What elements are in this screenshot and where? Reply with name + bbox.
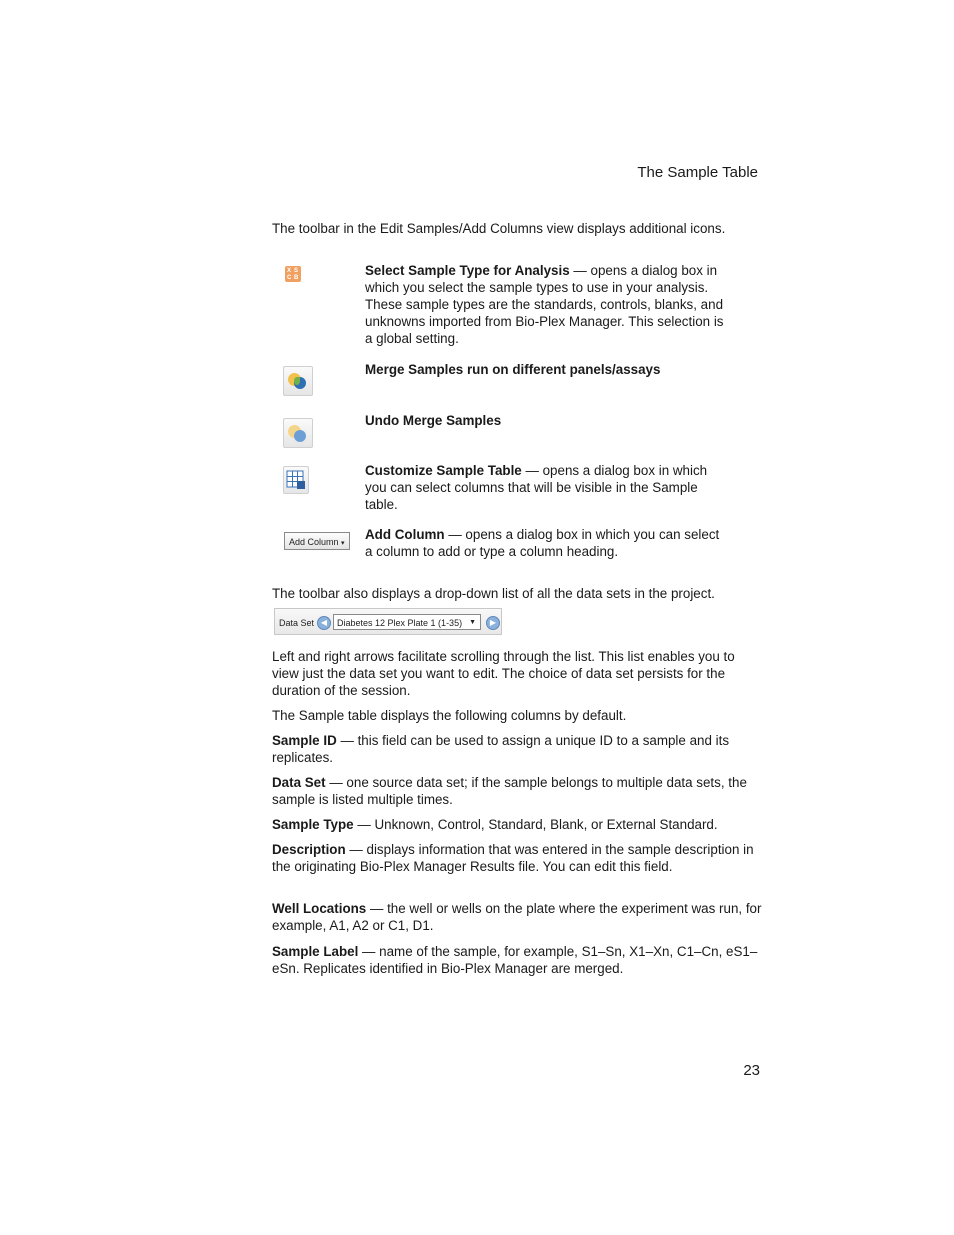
left-arrow-icon[interactable]: ◀: [317, 616, 331, 630]
intro-paragraph: The toolbar in the Edit Samples/Add Columns view displays additional icons.: [272, 221, 726, 236]
column-sample-id: Sample ID — this field can be used to assign a unique ID to a sample and its replicates.: [272, 733, 730, 765]
merge-samples-icon[interactable]: [283, 366, 313, 396]
icon-description: Customize Sample Table — opens a dialog box in which you can select columns that will be visible in the Sample table.: [365, 463, 708, 512]
column-data-set: Data Set — one source data set; if the sample belongs to multiple data sets, the sample is listed multiple times.: [272, 775, 747, 807]
dropdown-paragraph: The toolbar also displays a drop-down list of all the data sets in the project.: [272, 586, 715, 601]
icon-description: Merge Samples run on different panels/assays: [365, 362, 661, 377]
page-number: 23: [743, 1062, 760, 1079]
columns-intro: The Sample table displays the following columns by default.: [272, 708, 627, 723]
column-well-locations: Well Locations — the well or wells on the plate where the experiment was run, for example, A1, A2 or C1, D1.: [272, 901, 762, 933]
chevron-down-icon: ▼: [469, 619, 476, 626]
icon-description: Add Column — opens a dialog box in which you can select a column to add or type a column heading.: [365, 527, 720, 559]
column-description: Description — displays information that was entered in the sample description in the originating Bio-Plex Manager Results file. You can edit this field.: [272, 842, 754, 874]
select-sample-type-icon[interactable]: X S C B: [285, 266, 301, 282]
dataset-select[interactable]: Diabetes 12 Plex Plate 1 (1-35) ▼: [333, 614, 481, 630]
chevron-down-icon: ▾: [341, 540, 345, 547]
column-sample-label: Sample Label — name of the sample, for example, S1–Sn, X1–Xn, C1–Cn, eS1–eSn. Replicates identified in Bio-Plex Manager are merged.: [272, 944, 758, 976]
add-column-button[interactable]: Add Column ▾: [284, 532, 350, 550]
page-header: The Sample Table: [637, 164, 758, 181]
icon-description: Select Sample Type for Analysis — opens a dialog box in which you select the sample types to use in your analysis. These sample types are the standards, controls, blanks, and unknowns imported from Bio-Plex Manager. This selection is a global setting.: [365, 263, 724, 346]
dataset-label: Data Set: [279, 618, 315, 628]
undo-merge-icon[interactable]: [283, 418, 313, 448]
column-sample-type: Sample Type — Unknown, Control, Standard, Blank, or External Standard.: [272, 817, 718, 832]
icon-description: Undo Merge Samples: [365, 413, 502, 428]
arrows-paragraph: Left and right arrows facilitate scrolling through the list. This list enables you to view just the data set you want to edit. The choice of data set persists for the duration of the session.: [272, 649, 735, 698]
right-arrow-icon[interactable]: ▶: [486, 616, 500, 630]
customize-table-icon[interactable]: [283, 466, 309, 494]
dataset-toolbar: [274, 608, 502, 635]
